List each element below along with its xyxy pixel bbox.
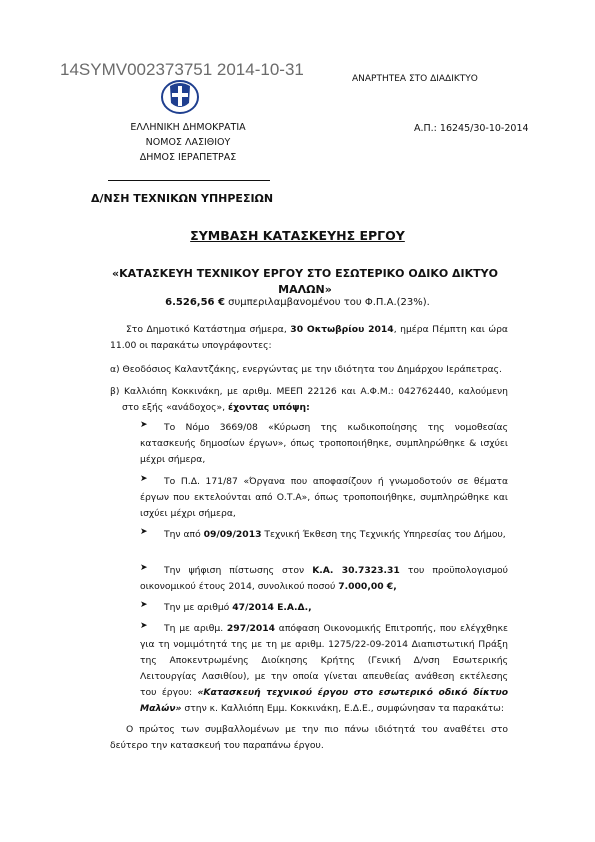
item-text: Την με αριθμό bbox=[164, 602, 233, 613]
bullet-arrow-icon: ➤ bbox=[140, 420, 148, 430]
item-text: στην κ. Καλλιόπη Εμμ. Κοκκινάκη, Ε.Δ.Ε., συμφώνησαν τα παρακάτω: bbox=[181, 703, 504, 714]
consideration-item bbox=[140, 563, 508, 595]
project-subject bbox=[110, 266, 500, 298]
consideration-item bbox=[140, 527, 508, 543]
consideration-item bbox=[140, 621, 508, 717]
item-text: Τεχνική Έκθεση της Τεχνικής Υπηρεσίας του Δήμου, bbox=[261, 529, 506, 540]
amount-vat-note: συμπεριλαμβανομένου του Φ.Π.Α.(23%). bbox=[224, 297, 430, 308]
party-b-text: β) Καλλιόπη Κοκκινάκη, με αριθμ. ΜΕΕΠ 22126 και Α.Φ.Μ.: 042762440, καλούμενη στο εξής «ανάδοχος», bbox=[110, 386, 508, 413]
divider bbox=[108, 180, 270, 181]
subject-line-1: «ΚΑΤΑΣΚΕΥΗ ΤΕΧΝΙΚΟΥ ΕΡΓΟΥ ΣΤΟ ΕΣΩΤΕΡΙΚΟ ΟΔΙΚΟ ΔΙΚΤΥΟ bbox=[112, 267, 498, 280]
issuer-prefecture: ΝΟΜΟΣ ΛΑΣΙΘΙΟΥ bbox=[145, 137, 231, 148]
watermark-code: 14SYMV002373751 2014-10-31 bbox=[60, 60, 304, 79]
closing-paragraph: Ο πρώτος των συμβαλλομένων με την πιο πάνω ιδιότητά του αναθέτει στο δεύτερο την κατασκευή του παραπάνω έργου. bbox=[110, 724, 508, 751]
protocol-number: Α.Π.: 16245/30-10-2014 bbox=[414, 123, 529, 134]
bullet-arrow-icon: ➤ bbox=[140, 527, 148, 537]
budget-amount: 7.000,00 €, bbox=[338, 581, 397, 592]
party-b-considering: έχοντας υπόψη: bbox=[228, 402, 310, 413]
budget-code: Κ.Α. 30.7323.31 bbox=[312, 565, 400, 576]
intro-date: 30 Οκτωβρίου 2014 bbox=[290, 324, 394, 335]
bullet-arrow-icon: ➤ bbox=[140, 600, 148, 610]
amount-value: 6.526,56 € bbox=[165, 297, 225, 308]
item-text: Τη με αριθμ. bbox=[164, 623, 227, 634]
document-title: ΣΥΜΒΑΣΗ ΚΑΤΑΣΚΕΥΗΣ ΕΡΓΟΥ bbox=[190, 228, 405, 243]
item-text: Την από bbox=[164, 529, 204, 540]
item-text: Την ψήφιση πίστωσης στον bbox=[164, 565, 313, 576]
decision-number: 297/2014 bbox=[226, 623, 276, 634]
bullet-arrow-icon: ➤ bbox=[140, 474, 148, 484]
consideration-item: Το Π.Δ. 171/87 «Όργανα που αποφασίζουν ή γνωμοδοτούν σε θέματα έργων που εκτελούνται από Ο.Τ.Α», όπως τροποποιήθηκε, συμπληρώθηκε και ισχύει μέχρι σήμερα, bbox=[140, 476, 508, 519]
issuer-country: ΕΛΛΗΝΙΚΗ ΔΗΜΟΚΡΑΤΙΑ bbox=[130, 122, 246, 133]
bullet-arrow-icon: ➤ bbox=[140, 621, 148, 631]
consideration-item: Το Νόμο 3669/08 «Κύρωση της κωδικοποίησης της νομοθεσίας κατασκευής δημοσίων έργων», όπως τροποποιήθηκε, συμπληρώθηκε & ισχύει μέχρι σήμερα, bbox=[140, 422, 508, 465]
ead-number: 47/2014 Ε.Α.Δ., bbox=[232, 602, 312, 613]
item-text: του προϋπολογισμού οικονομικού έτους 2014, συνολικού ποσού bbox=[140, 565, 508, 592]
consideration-item bbox=[140, 600, 508, 616]
item-date: 09/09/2013 bbox=[203, 529, 262, 540]
publish-note: ΑΝΑΡΤΗΤΕΑ ΣΤΟ ΔΙΑΔΙΚΤΥΟ bbox=[352, 74, 478, 84]
party-b bbox=[110, 384, 508, 416]
department-name: Δ/ΝΣΗ ΤΕΧΝΙΚΩΝ ΥΠΗΡΕΣΙΩΝ bbox=[91, 192, 274, 205]
item-text: απόφαση Οικονομικής Επιτροπής, που ελέγχθηκε για τη νομιμότητά της με τη με αριθμ. 1275/22-09-2014 Διαπιστωτική Πράξη της Αποκεντρωμένης Διοίκησης Κρήτης (Γενική Δ/νση Εσωτερικής Λειτουργίας Λασιθίου), με την οποία γίνεται απευθείας ανάθεση εκτέλεσης του έργου: bbox=[140, 623, 508, 698]
subject-line-2: ΜΑΛΩΝ» bbox=[278, 283, 332, 296]
intro-text-b: , ημέρα Πέμπτη και ώρα 11.00 οι παρακάτω υπογράφοντες: bbox=[110, 324, 508, 351]
bullet-arrow-icon: ➤ bbox=[140, 563, 148, 573]
greek-coat-of-arms-icon bbox=[160, 76, 200, 116]
contract-amount bbox=[0, 297, 595, 308]
intro-text-a: Στο Δημοτικό Κατάστημα σήμερα, bbox=[126, 324, 291, 335]
party-a: α) Θεοδόσιος Καλαντζάκης, ενεργώντας με την ιδιότητα του Δημάρχου Ιεράπετρας. bbox=[110, 364, 502, 375]
project-name: «Κατασκευή τεχνικού έργου στο εσωτερικό οδικό δίκτυο Μαλών» bbox=[140, 687, 509, 714]
issuer-municipality: ΔΗΜΟΣ ΙΕΡΑΠΕΤΡΑΣ bbox=[139, 152, 237, 163]
intro-paragraph bbox=[110, 322, 508, 354]
